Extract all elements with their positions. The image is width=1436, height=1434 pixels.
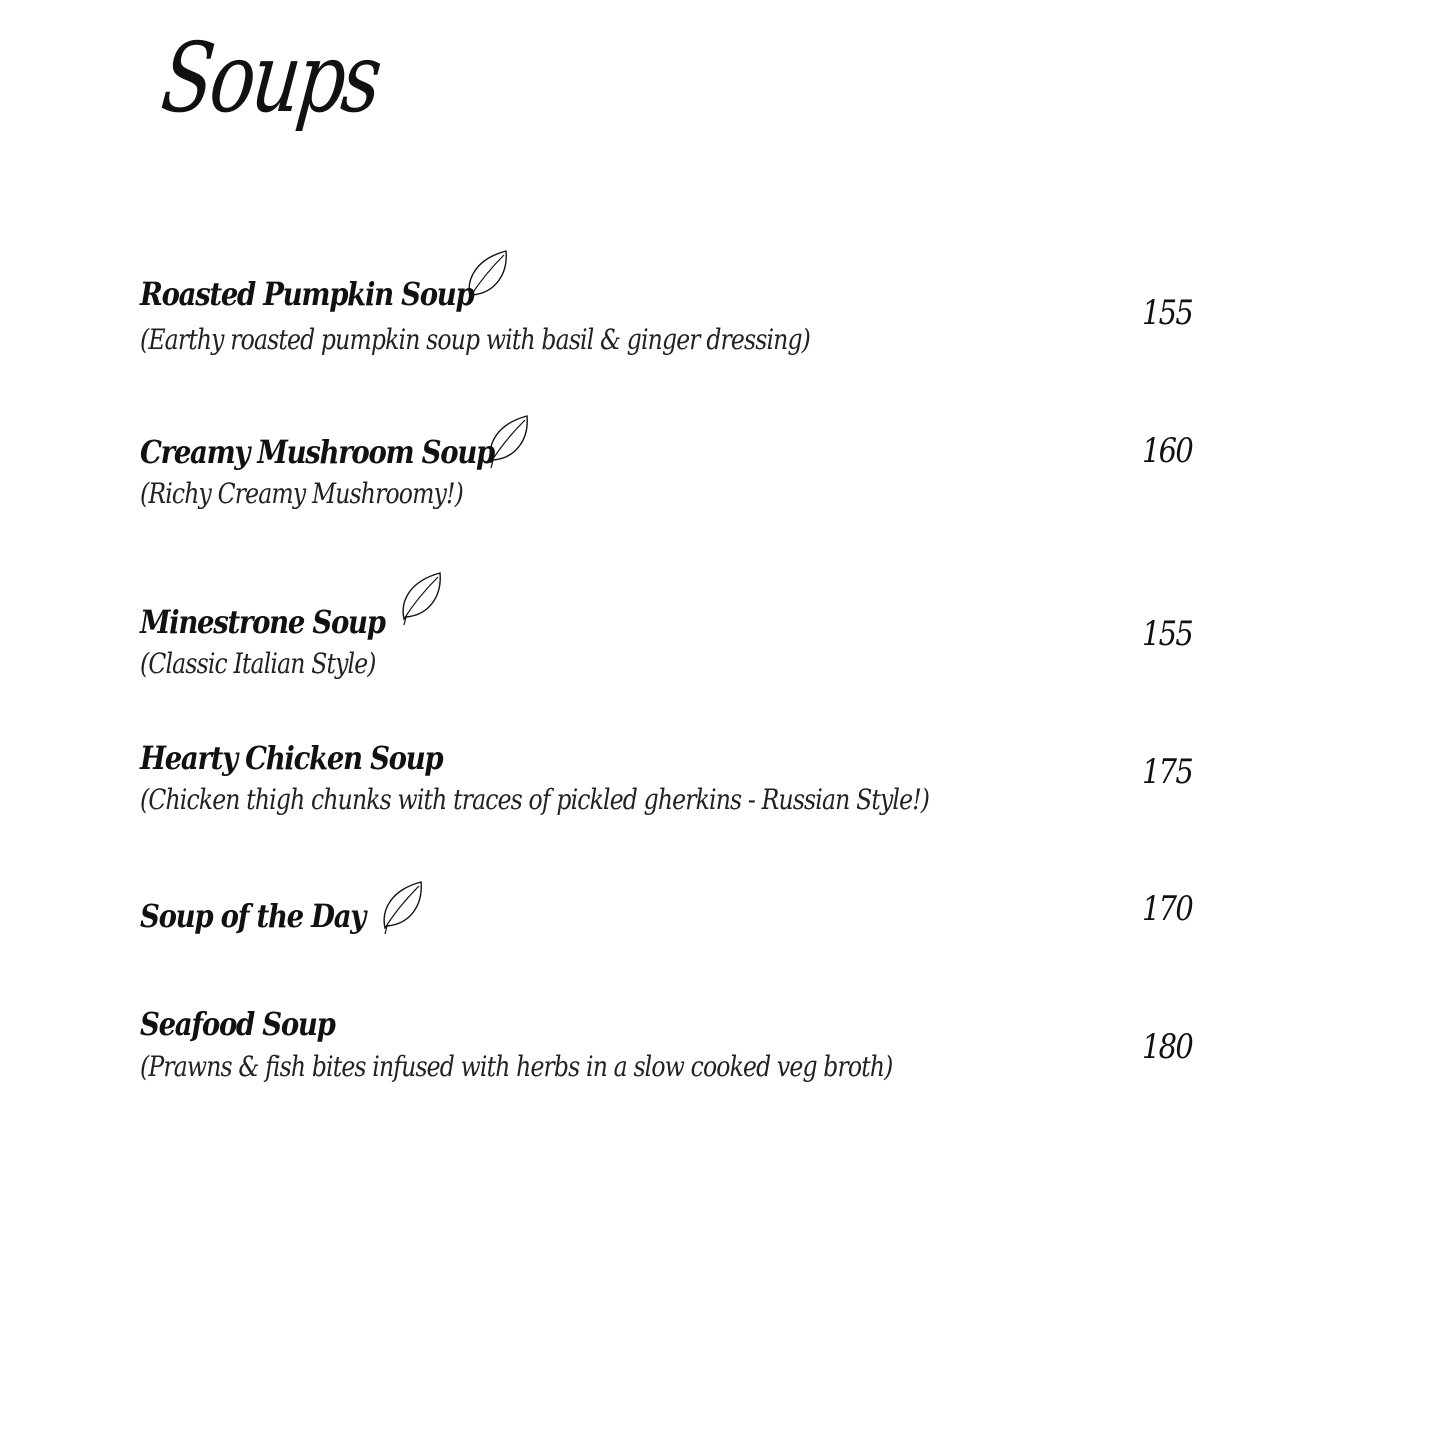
item-description: (Richy Creamy Mushroomy!): [140, 477, 463, 510]
item-price: 175: [1142, 752, 1193, 792]
menu-item: [140, 889, 1240, 935]
item-description: (Earthy roasted pumpkin soup with basil & ginger dressing): [140, 323, 811, 356]
item-description: (Chicken thigh chunks with traces of pickled gherkins - Russian Style!): [140, 783, 930, 816]
item-description: (Classic Italian Style): [140, 647, 376, 680]
item-price: 155: [1142, 293, 1193, 333]
menu-item: [140, 734, 1240, 777]
item-price: 155: [1142, 614, 1193, 654]
menu-item: [140, 1000, 1240, 1043]
section-title: Soups: [156, 22, 385, 134]
item-name: Minestrone Soup: [140, 603, 385, 641]
menu-item: [140, 428, 1240, 471]
item-name: Seafood Soup: [140, 1005, 335, 1043]
item-name: Creamy Mushroom Soup: [140, 433, 494, 471]
leaf-icon: [462, 249, 510, 305]
item-name: Roasted Pumpkin Soup: [140, 275, 474, 313]
item-price: 160: [1142, 431, 1193, 471]
leaf-icon: [483, 414, 531, 470]
item-price: 180: [1142, 1027, 1193, 1067]
item-description: (Prawns & fish bites infused with herbs in a slow cooked veg broth): [140, 1050, 893, 1083]
item-price: 170: [1142, 889, 1193, 929]
item-name: Hearty Chicken Soup: [140, 739, 443, 777]
item-name: Soup of the Day: [140, 897, 365, 935]
leaf-icon: [377, 880, 425, 936]
menu-item: [140, 598, 1240, 641]
leaf-icon: [396, 571, 444, 627]
